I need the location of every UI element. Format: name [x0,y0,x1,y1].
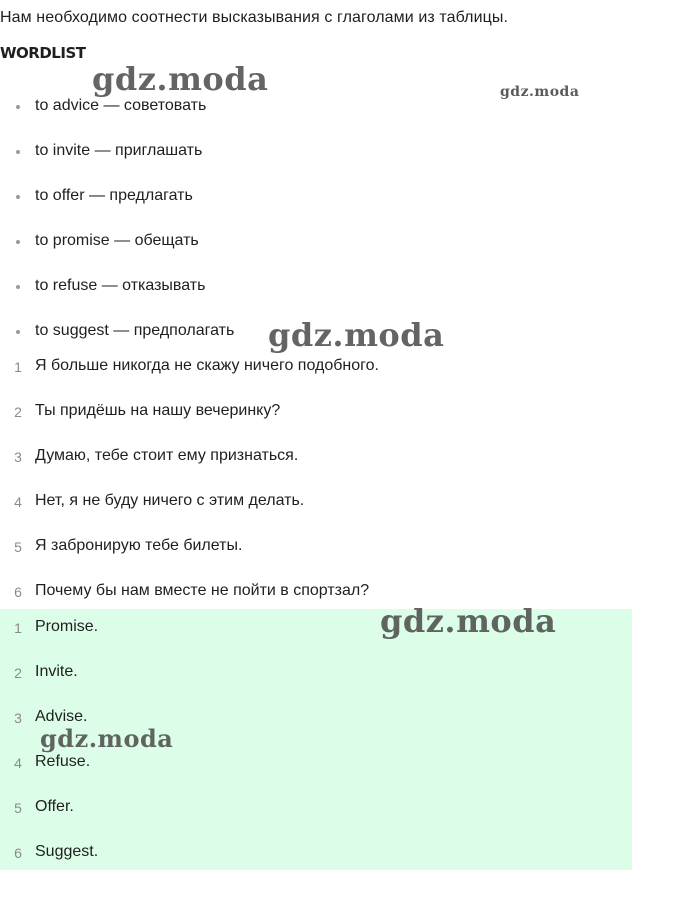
word-entry: to refuse — отказывать [35,277,206,294]
answer-text: Suggest. [35,843,99,860]
answer-text: Refuse. [35,753,91,770]
intro-text: Нам необходимо соотнести высказывания с глаголами из таблицы. [0,9,509,26]
bullet-icon [16,285,20,289]
watermark-logo: gdz.moda [92,60,269,98]
word-entry: to suggest — предполагать [35,322,235,339]
list-item [0,834,640,879]
list-item [0,438,640,483]
answer-text: Invite. [35,663,78,680]
item-number: 2 [14,665,22,681]
list-item [0,178,640,223]
bullet-icon [16,150,20,154]
bullet-icon [16,105,20,109]
list-item [0,268,640,313]
item-number: 4 [14,494,22,510]
item-number: 1 [14,620,22,636]
item-number: 3 [14,710,22,726]
list-item [0,133,640,178]
bullet-icon [16,195,20,199]
task-text: Нет, я не буду ничего с этим делать. [35,492,305,509]
item-number: 6 [14,845,22,861]
task-text: Я больше никогда не скажу ничего подобного. [35,357,379,374]
list-item [0,223,640,268]
item-number: 6 [14,584,22,600]
item-number: 5 [14,539,22,555]
item-number: 4 [14,755,22,771]
watermark-logo: gdz.moda [268,316,445,354]
list-item [0,789,640,834]
watermark-logo: gdz.moda [40,724,174,753]
answer-text: Promise. [35,618,99,635]
list-item [0,483,640,528]
item-number: 5 [14,800,22,816]
list-item [0,654,640,699]
word-entry: to advice — советовать [35,97,207,114]
task-text: Я забронирую тебе билеты. [35,537,243,554]
bullet-icon [16,330,20,334]
word-entry: to invite — приглашать [35,142,203,159]
task-list [0,348,640,618]
item-number: 3 [14,449,22,465]
answer-text: Offer. [35,798,74,815]
task-text: Думаю, тебе стоит ему признаться. [35,447,299,464]
wordlist-title: WORDLIST [0,44,86,62]
watermark-logo: gdz.moda [500,84,580,100]
task-text: Почему бы нам вместе не пойти в спортзал? [35,582,370,599]
answer-text: Advise. [35,708,88,725]
word-entry: to offer — предлагать [35,187,193,204]
watermark-logo: gdz.moda [380,602,557,640]
word-entry: to promise — обещать [35,232,199,249]
list-item [0,393,640,438]
list-item [0,348,640,393]
bullet-icon [16,240,20,244]
task-text: Ты придёшь на нашу вечеринку? [35,402,281,419]
list-item [0,528,640,573]
item-number: 1 [14,359,22,375]
item-number: 2 [14,404,22,420]
